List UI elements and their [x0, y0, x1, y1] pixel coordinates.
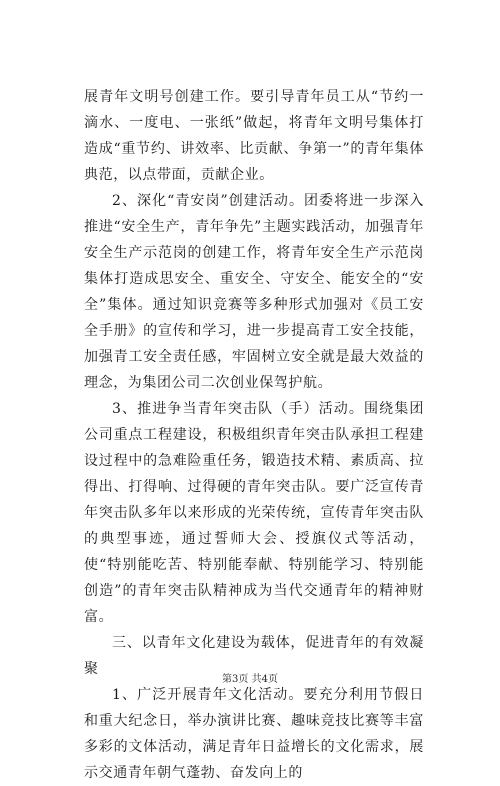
paragraph-4: 1、广泛开展青年文化活动。要充分利用节假日和重大纪念日，举办演讲比赛、趣味竞技比赛等丰富多彩的文体活动，满足青年日益增长的文化需求，展示交通青年朝气蓬勃、奋发向上的 — [84, 687, 424, 781]
page-number-footer: 第3页 共4页 — [222, 674, 278, 685]
section-heading: 三、以青年文化建设为载体，促进青年的有效凝聚 — [84, 635, 424, 677]
paragraph-3: 3、推进争当青年突击队（手）活动。围绕集团公司重点工程建设，积极组织青年突击队承担工程建设过程中的急难险重任务，锻造技术精、素质高、拉得出、打得响、过得硬的青年突击队。要广泛宣传青年突击队多年以来形成的光荣传统，宣传青年突击队的典型事迹，通过誓师大会、授旗仪式等活动，使“特别能吃苦、特别能奉献、特别能学习、特别能创造”的青年突击队精神成为当代交通青年的精神财富。 — [84, 401, 424, 625]
paragraph-2: 2、深化“青安岗”创建活动。团委将进一步深入推进“安全生产，青年争先”主题实践活动，加强青年安全生产示范岗的创建工作，将青年安全生产示范岗集体打造成思安全、重安全、守安全、能安全的“安全”集体。通过知识竞赛等多种形式加强对《员工安全手册》的宣传和学习，进一步提高青工安全技能，加强青工安全责任感，牢固树立安全就是最大效益的理念，为集团公司二次创业保驾护航。 — [84, 193, 424, 391]
paragraph-1: 展青年文明号创建工作。要引导青年员工从“节约一滴水、一度电、一张纸”做起，将青年文明号集体打造成“重节约、讲效率、比贡献、争第一”的青年集体典范，以点带面，贡献企业。 — [84, 89, 424, 183]
